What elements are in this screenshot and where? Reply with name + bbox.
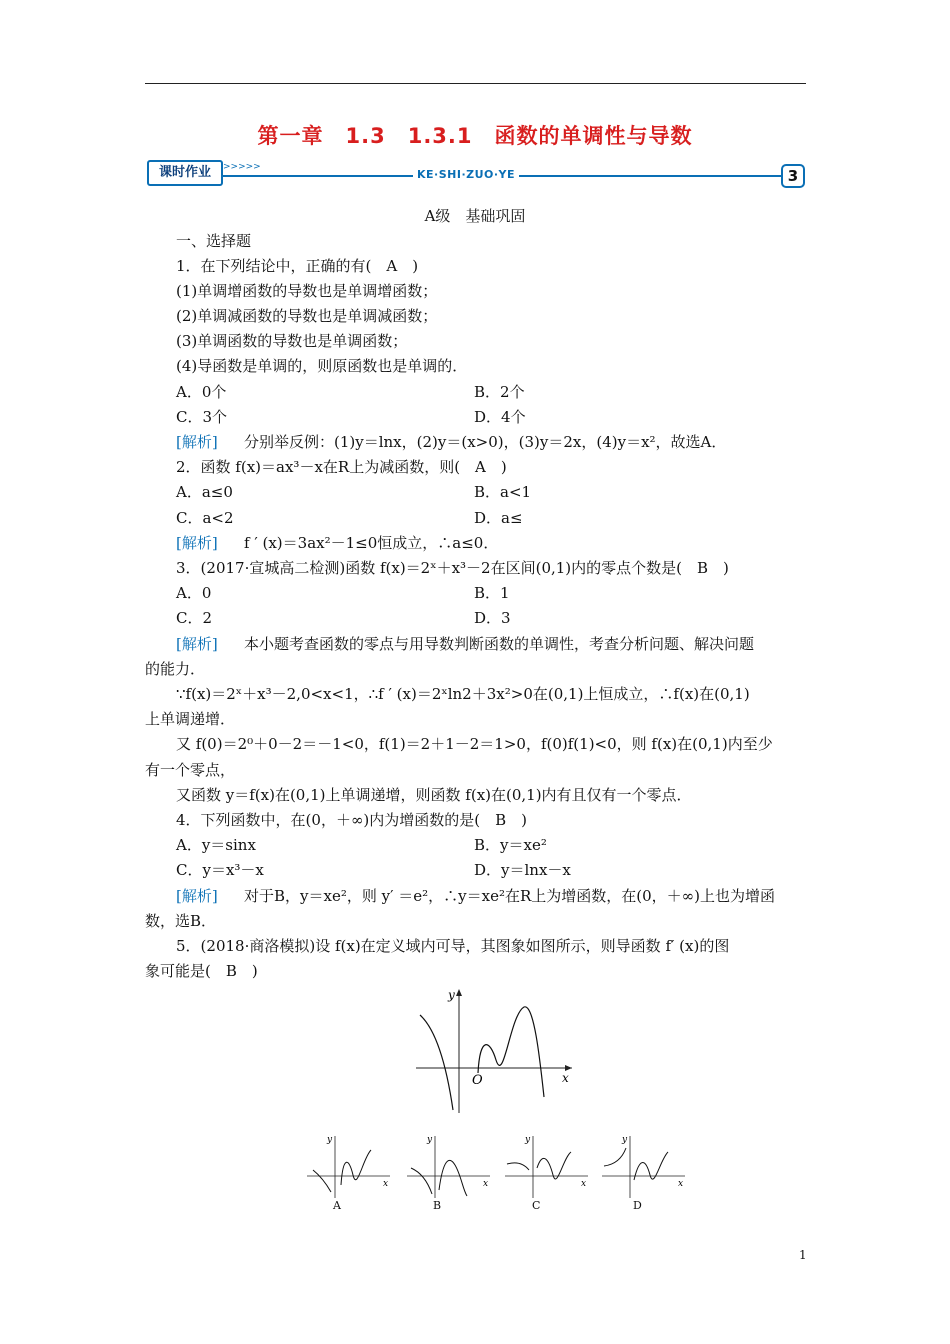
banner-label: 课时作业 <box>147 160 223 186</box>
x-axis-label: x <box>562 1071 569 1085</box>
statement-1: (1)单调增函数的导数也是单调增函数； <box>176 282 438 300</box>
option-c: C．2 <box>176 609 213 627</box>
statement-2: (2)单调减函数的导数也是单调减函数； <box>176 307 438 325</box>
option-b: B．2个 <box>474 383 525 401</box>
level-heading: A级 基础巩固 <box>424 207 526 225</box>
section-heading: 一、选择题 <box>176 232 252 250</box>
chapter-title: 第一章 1.3 1.3.1 函数的单调性与导数 <box>257 124 693 148</box>
homework-banner <box>145 158 806 188</box>
analysis-4: 对于B，y＝xe²，则 y′ ＝e²，∴y＝xe²在R上为增函数，在(0，＋∞)上也为增函 <box>244 887 776 905</box>
choice-label-d: D <box>633 1199 642 1212</box>
option-a: A．0 <box>176 584 212 602</box>
x-axis-label: x <box>581 1179 587 1189</box>
banner-arrows: >>>>> <box>223 162 261 172</box>
banner-letters: KE·SHI·ZUO·YE <box>413 168 519 181</box>
x-axis-label: x <box>483 1179 489 1189</box>
question-5: 5．(2018·商洛模拟)设 f(x)在定义域内可导，其图象如图所示，则导函数 f′ (x)的图 <box>176 937 730 955</box>
option-c: C．3个 <box>176 408 228 426</box>
page-number: 1 <box>799 1248 807 1262</box>
option-d: D．a≤ <box>474 509 523 527</box>
option-b: B．a<1 <box>474 483 532 501</box>
y-axis-label: y <box>622 1135 628 1145</box>
function-graph <box>412 985 582 1120</box>
statement-4: (4)导函数是单调的，则原函数也是单调的． <box>176 357 468 375</box>
choice-label-b: B <box>433 1199 442 1212</box>
question-2: 2．函数 f(x)＝ax³－x在R上为减函数，则( A ) <box>176 458 507 476</box>
question-3: 3．(2017·宣城高二检测)函数 f(x)＝2ˣ＋x³－2在区间(0,1)内的零点个数是( B ) <box>176 559 729 577</box>
analysis-1: 分别举反例：(1)y＝lnx，(2)y＝(x>0)，(3)y＝2x，(4)y＝x²，故选A． <box>244 433 727 451</box>
option-c: C．y＝x³－x <box>176 861 264 879</box>
option-a: A．y＝sinx <box>176 836 256 854</box>
option-d: D．y＝lnx－x <box>474 861 571 879</box>
y-axis-label: y <box>427 1135 433 1145</box>
analysis-tag: [解析] <box>176 534 218 552</box>
y-axis-label: y <box>327 1135 333 1145</box>
option-b: B．1 <box>474 584 510 602</box>
choice-graph-b <box>405 1130 495 1200</box>
option-c: C．a<2 <box>176 509 234 527</box>
option-a: A．0个 <box>176 383 227 401</box>
x-axis-label: x <box>678 1179 684 1189</box>
y-axis-label: y <box>448 988 455 1002</box>
analysis-tag: [解析] <box>176 635 218 653</box>
option-a: A．a≤0 <box>176 483 233 501</box>
choice-graph-c <box>503 1130 593 1200</box>
analysis-3-cont: 的能力． <box>145 660 206 678</box>
analysis-4-cont: 数，选B． <box>145 912 217 930</box>
analysis-2: f ′ (x)＝3ax²－1≤0恒成立，∴a≤0． <box>244 534 499 552</box>
analysis-3-line: ∵f(x)＝2ˣ＋x³－2,0<x<1，∴f ′ (x)＝2ˣln2＋3x²>0在(0,1)上恒成立，∴f(x)在(0,1) <box>176 685 750 703</box>
choice-label-c: C <box>532 1199 541 1212</box>
analysis-3-line: 又函数 y＝f(x)在(0,1)上单调递增，则函数 f(x)在(0,1)内有且仅有一个零点． <box>176 786 692 804</box>
option-d: D．4个 <box>474 408 526 426</box>
x-axis-label: x <box>383 1179 389 1189</box>
option-d: D．3 <box>474 609 511 627</box>
y-axis-label: y <box>525 1135 531 1145</box>
header-rule <box>145 83 806 84</box>
option-b: B．y＝xe² <box>474 836 547 854</box>
analysis-3: 本小题考查函数的零点与用导数判断函数的单调性，考查分析问题、解决问题 <box>244 635 755 653</box>
analysis-tag: [解析] <box>176 887 218 905</box>
question-1: 1．在下列结论中，正确的有( A ) <box>176 257 419 275</box>
origin-label: O <box>472 1073 483 1088</box>
question-5-cont: 象可能是( B ) <box>145 962 258 980</box>
analysis-3-line: 有一个零点， <box>145 761 236 779</box>
choice-graph-d <box>600 1130 690 1200</box>
analysis-tag: [解析] <box>176 433 218 451</box>
analysis-3-line: 又 f(0)＝2⁰＋0－2＝－1<0，f(1)＝2＋1－2＝1>0，f(0)f(1)<0，则 f(x)在(0,1)内至少 <box>176 735 773 753</box>
choice-label-a: A <box>333 1199 341 1212</box>
choice-graph-a <box>305 1130 395 1200</box>
banner-number: 3 <box>781 164 805 188</box>
statement-3: (3)单调函数的导数也是单调函数； <box>176 332 408 350</box>
analysis-3-line: 上单调递增． <box>145 710 236 728</box>
question-4: 4．下列函数中，在(0，＋∞)内为增函数的是( B ) <box>176 811 528 829</box>
